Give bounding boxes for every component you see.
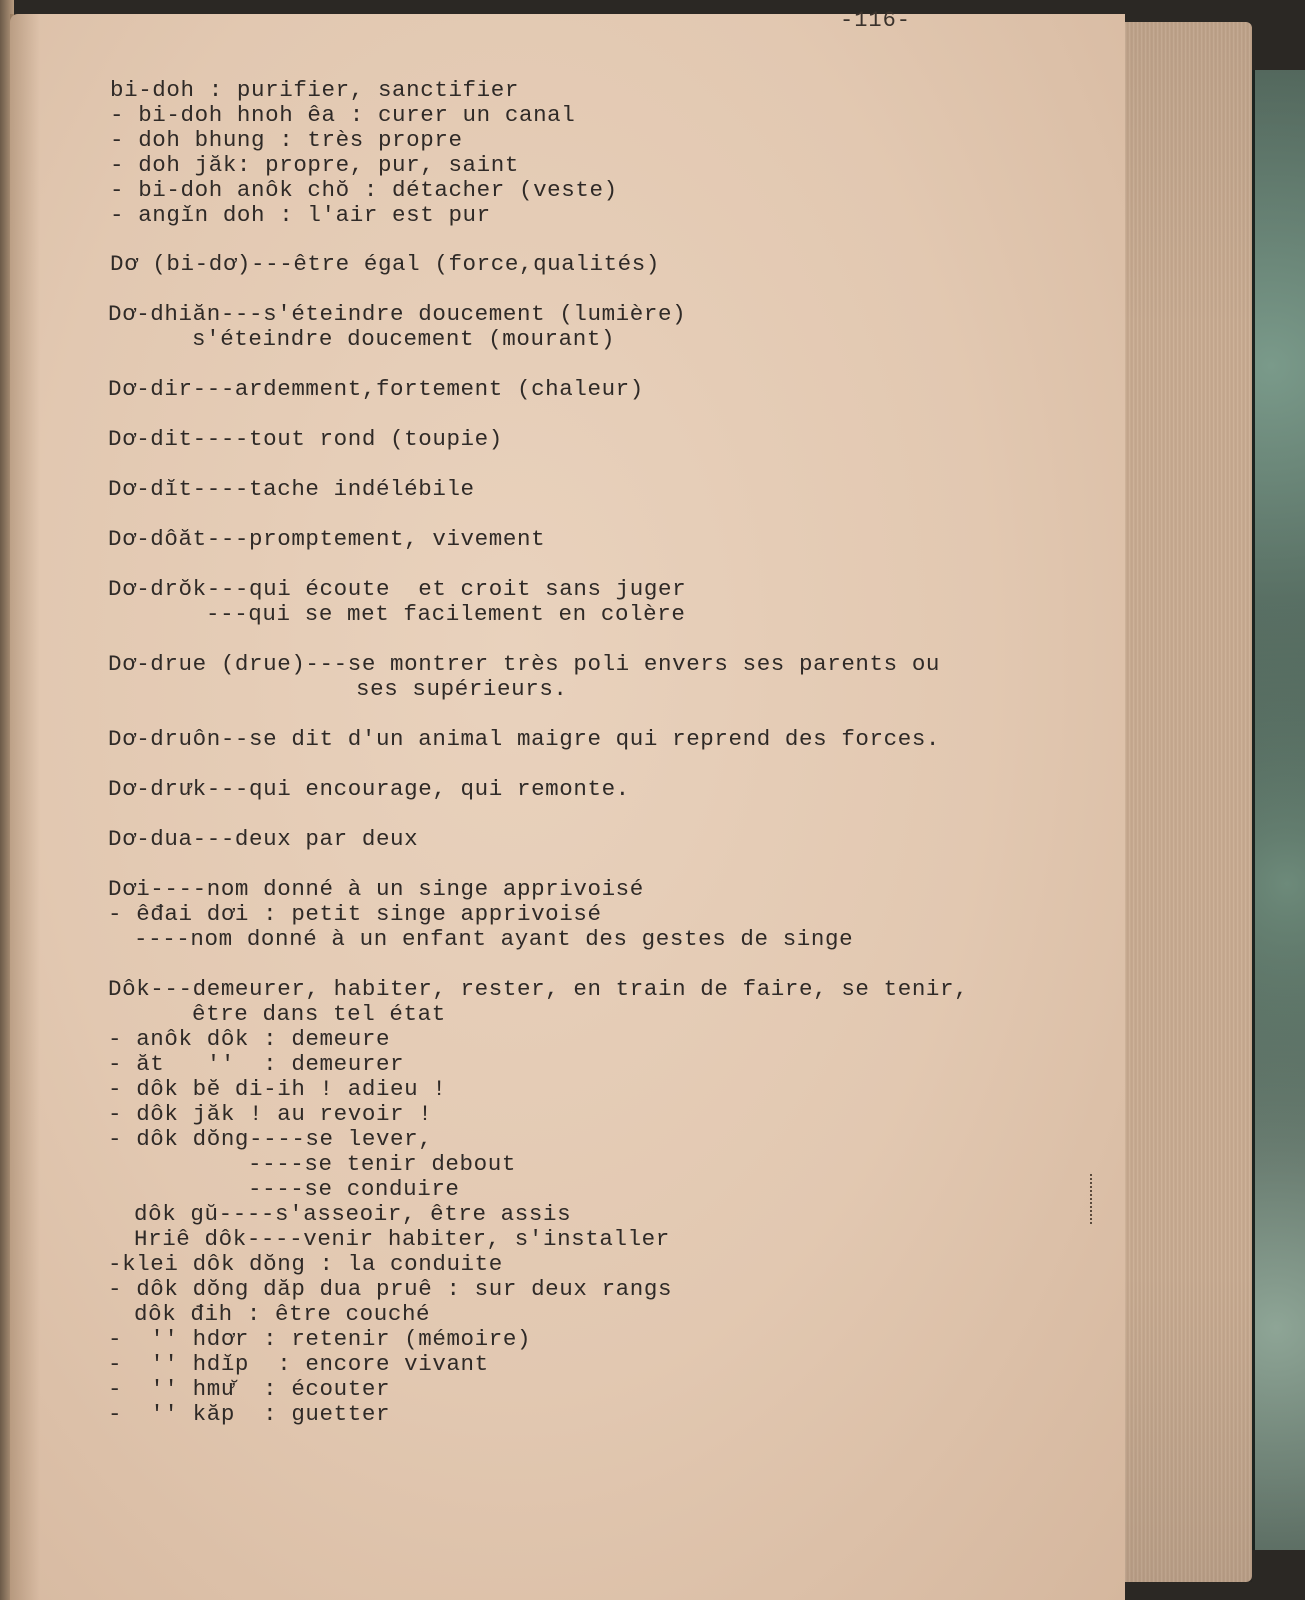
entry-headword: Dơ-dĭt----tache indélébile xyxy=(108,476,475,502)
page-stack-edge xyxy=(1122,22,1252,1582)
text-line: - '' kăp : guetter xyxy=(108,1401,391,1427)
dictionary-text xyxy=(10,14,1125,1600)
page-mark xyxy=(1090,1174,1096,1224)
text-line: dôk đih : être couché xyxy=(134,1301,431,1327)
text-line: ---qui se met facilement en colère xyxy=(206,601,686,627)
entry-headword: Dơ-drue (drue)---se montrer très poli envers ses parents ou xyxy=(108,651,941,677)
text-line: s'éteindre doucement (mourant) xyxy=(192,326,616,352)
text-line: ----se conduire xyxy=(248,1176,460,1202)
text-line: ----nom donné à un enfant ayant des gestes de singe xyxy=(134,926,854,952)
entry-headword: Dơ-drŏk---qui écoute et croit sans juger xyxy=(108,576,687,602)
entry-headword: Dơi----nom donné à un singe apprivoisé xyxy=(108,876,644,902)
text-line: - dôk dŏng dăp dua pruê : sur deux rangs xyxy=(108,1276,673,1302)
text-line: dôk gŭ----s'asseoir, être assis xyxy=(134,1201,572,1227)
entry-headword: Dơ (bi-dơ)---être égal (force,qualités) xyxy=(110,251,660,277)
text-line: ses supérieurs. xyxy=(356,676,568,702)
entry-headword: Dơ-dua---deux par deux xyxy=(108,826,419,852)
page-number: -116- xyxy=(840,8,912,33)
text-line: - dôk jăk ! au revoir ! xyxy=(108,1101,433,1127)
text-line: - anôk dôk : demeure xyxy=(108,1026,391,1052)
text-line: bi-doh : purifier, sanctifier xyxy=(110,77,519,103)
text-line: - '' hdơr : retenir (mémoire) xyxy=(108,1326,532,1352)
text-line: être dans tel état xyxy=(192,1001,446,1027)
entry-headword: Dơ-dhiăn---s'éteindre doucement (lumière) xyxy=(108,301,687,327)
entry-headword: Dơ-dit----tout rond (toupie) xyxy=(108,426,503,452)
text-line: - êđai dơi : petit singe apprivoisé xyxy=(108,901,602,927)
text-line: ----se tenir debout xyxy=(248,1151,516,1177)
entry-headword: Dơ-drưk---qui encourage, qui remonte. xyxy=(108,776,630,802)
text-line: - '' hmư̆ : écouter xyxy=(108,1376,391,1402)
marbled-cover xyxy=(1252,70,1305,1550)
text-line: - dôk dŏng----se lever, xyxy=(108,1126,433,1152)
entry-headword: Dơ-dôăt---promptement, vivement xyxy=(108,526,546,552)
text-line: - doh bhung : très propre xyxy=(110,127,463,153)
text-line: -klei dôk dŏng : la conduite xyxy=(108,1251,503,1277)
text-line: - doh jăk: propre, pur, saint xyxy=(110,152,519,178)
entry-headword: Dơ-druôn--se dit d'un animal maigre qui reprend des forces. xyxy=(108,726,941,752)
text-line: - bi-doh hnoh êa : curer un canal xyxy=(110,102,576,128)
document-page xyxy=(10,8,1125,1600)
text-line: - ăt '' : demeurer xyxy=(108,1051,405,1077)
text-line: - bi-doh anôk chŏ : détacher (veste) xyxy=(110,177,618,203)
entry-headword: Dôk---demeurer, habiter, rester, en train de faire, se tenir, xyxy=(108,976,969,1002)
entry-headword: Dơ-dir---ardemment,fortement (chaleur) xyxy=(108,376,644,402)
text-line: Hriê dôk----venir habiter, s'installer xyxy=(134,1226,670,1252)
text-line: - dôk bĕ di-ih ! adieu ! xyxy=(108,1076,447,1102)
text-line: - '' hdĭp : encore vivant xyxy=(108,1351,489,1377)
text-line: - angĭn doh : l'air est pur xyxy=(110,202,491,228)
